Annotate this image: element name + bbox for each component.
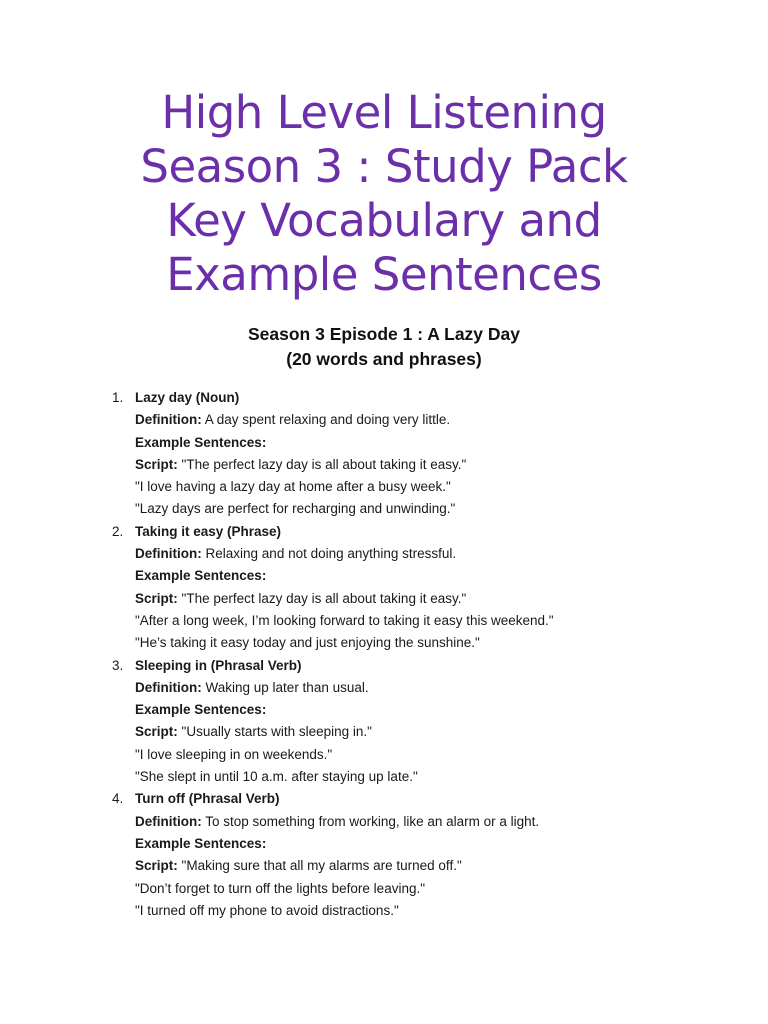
item-number: 2. bbox=[112, 523, 124, 539]
title-line: High Level Listening bbox=[161, 86, 607, 139]
vocabulary-term: Taking it easy (Phrase) bbox=[135, 523, 282, 539]
vocabulary-item bbox=[107, 521, 747, 655]
example-sentence: "I love having a lazy day at home after a busy week." bbox=[135, 479, 451, 495]
script-label: Script: bbox=[135, 858, 178, 874]
title-line: Key Vocabulary and bbox=[166, 194, 602, 247]
example-sentence: "I turned off my phone to avoid distractions." bbox=[135, 902, 399, 918]
definition-text: Waking up later than usual. bbox=[205, 679, 369, 695]
example-sentence: "Don’t forget to turn off the lights before leaving." bbox=[135, 880, 426, 896]
script-label: Script: bbox=[135, 590, 178, 606]
vocabulary-item bbox=[107, 387, 747, 521]
script-text: "Making sure that all my alarms are turned off." bbox=[181, 858, 462, 874]
vocabulary-term: Turn off (Phrasal Verb) bbox=[135, 791, 280, 807]
item-number: 4. bbox=[112, 791, 124, 807]
item-number: 3. bbox=[112, 657, 124, 673]
definition-row bbox=[107, 409, 747, 431]
script-row bbox=[107, 588, 747, 610]
title-line: Example Sentences bbox=[166, 248, 602, 301]
example-sentences-label: Example Sentences: bbox=[135, 434, 267, 450]
vocabulary-item bbox=[107, 655, 747, 789]
example-sentence: "Lazy days are perfect for recharging and unwinding." bbox=[135, 501, 456, 517]
example-sentence: "He’s taking it easy today and just enjoying the sunshine." bbox=[135, 635, 480, 651]
definition-label: Definition: bbox=[135, 813, 202, 829]
example-sentence: "After a long week, I’m looking forward to taking it easy this weekend." bbox=[135, 612, 554, 628]
example-sentence: "I love sleeping in on weekends." bbox=[135, 746, 333, 762]
script-row bbox=[107, 454, 747, 476]
definition-text: A day spent relaxing and doing very little. bbox=[204, 412, 451, 428]
page-title bbox=[0, 86, 768, 302]
script-text: "The perfect lazy day is all about taking it easy." bbox=[181, 456, 467, 472]
script-text: "The perfect lazy day is all about taking it easy." bbox=[181, 590, 467, 606]
definition-text: Relaxing and not doing anything stressful. bbox=[205, 546, 457, 562]
definition-label: Definition: bbox=[135, 412, 202, 428]
vocabulary-list bbox=[107, 387, 747, 922]
vocabulary-term: Lazy day (Noun) bbox=[135, 390, 240, 405]
script-label: Script: bbox=[135, 724, 178, 740]
definition-label: Definition: bbox=[135, 679, 202, 695]
definition-row bbox=[107, 543, 747, 565]
definition-row bbox=[107, 677, 747, 699]
example-sentences-label: Example Sentences: bbox=[135, 568, 267, 584]
episode-heading bbox=[0, 322, 768, 372]
word-count: (20 words and phrases) bbox=[286, 349, 482, 369]
example-sentence: "She slept in until 10 a.m. after staying up late." bbox=[135, 769, 418, 785]
episode-title: Season 3 Episode 1 : A Lazy Day bbox=[248, 324, 520, 344]
title-line: Season 3 : Study Pack bbox=[140, 140, 628, 193]
script-row bbox=[107, 855, 747, 877]
definition-text: To stop something from working, like an alarm or a light. bbox=[205, 813, 540, 829]
script-text: "Usually starts with sleeping in." bbox=[181, 724, 372, 740]
script-label: Script: bbox=[135, 456, 178, 472]
definition-label: Definition: bbox=[135, 546, 202, 562]
example-sentences-label: Example Sentences: bbox=[135, 835, 267, 851]
example-sentences-label: Example Sentences: bbox=[135, 702, 267, 718]
vocabulary-term: Sleeping in (Phrasal Verb) bbox=[135, 657, 302, 673]
script-row bbox=[107, 721, 747, 743]
item-number: 1. bbox=[112, 390, 124, 405]
definition-row bbox=[107, 811, 747, 833]
vocabulary-item bbox=[107, 788, 747, 922]
